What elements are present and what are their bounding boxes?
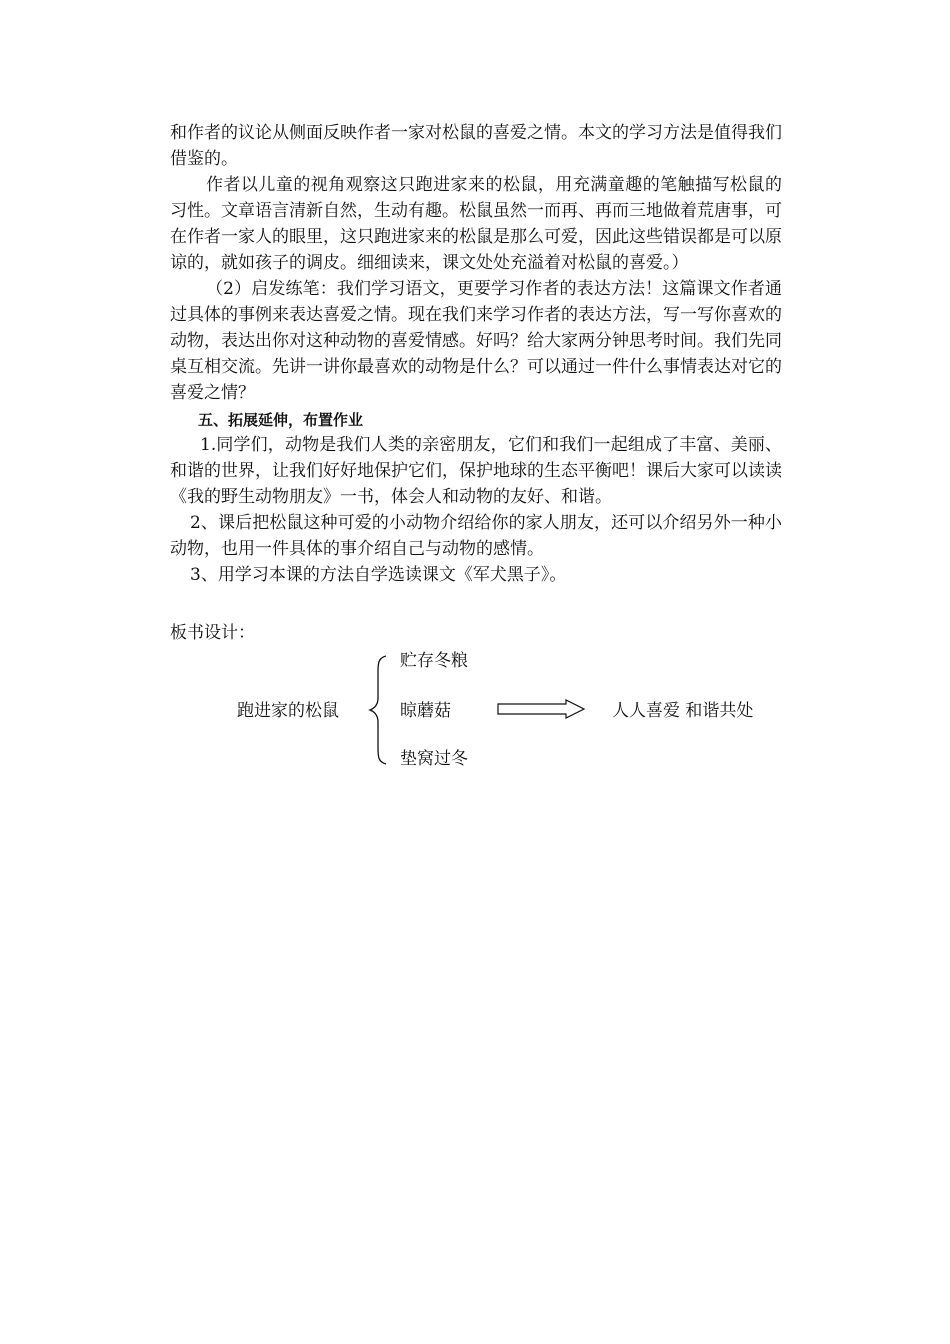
board-item-1: 贮存冬粮: [400, 651, 468, 671]
double-arrow-icon: [498, 700, 584, 718]
board-conclusion: 人人喜爱 和谐共处: [612, 701, 754, 721]
homework-item-1: 1.同学们，动物是我们人类的亲密朋友，它们和我们一起组成了丰富、美丽、和谐的世界，让我们好好地保护它们，保护地球的生态平衡吧！课后大家可以读读《我的野生动物朋友》一书，体会人和动物的友好、和谐。: [170, 435, 782, 507]
board-design-label: 板书设计：: [170, 623, 255, 643]
board-item-3: 垫窝过冬: [400, 749, 468, 769]
section-heading: 五、拓展延伸，布置作业: [198, 411, 364, 429]
board-item-2: 晾蘑菇: [400, 701, 451, 721]
paragraph-continued: 和作者的议论从侧面反映作者一家对松鼠的喜爱之情。本文的学习方法是值得我们借鉴的。: [170, 123, 782, 169]
paragraph-analysis: 作者以儿童的视角观察这只跑进家来的松鼠，用充满童趣的笔触描写松鼠的习性。文章语言清新自然，生动有趣。松鼠虽然一而再、再而三地做着荒唐事，可在作者一家人的眼里，这只跑进家来的松鼠是那么可爱，因此这些错误都是可以原谅的，就如孩子的调皮。细细读来，课文处处充溢着对松鼠的喜爱。）: [170, 175, 782, 273]
curly-brace: [370, 656, 386, 764]
homework-item-2: 2、课后把松鼠这种可爱的小动物介绍给你的家人朋友，还可以介绍另外一种小动物，也用一件具体的事介绍自己与动物的感情。: [170, 513, 782, 559]
board-subject: 跑进家的松鼠: [237, 701, 339, 721]
homework-item-3: 3、用学习本课的方法自学选读课文《军犬黑子》。: [190, 565, 567, 585]
paragraph-writing-practice: （2）启发练笔：我们学习语文，更要学习作者的表达方法！这篇课文作者通过具体的事例来表达喜爱之情。现在我们来学习作者的表达方法，写一写你喜欢的动物，表达出你对这种动物的喜爱情感。好吗？给大家两分钟思考时间。我们先同桌互相交流。先讲一讲你最喜欢的动物是什么？可以通过一件什么事情表达对它的喜爱之情？: [170, 279, 782, 403]
